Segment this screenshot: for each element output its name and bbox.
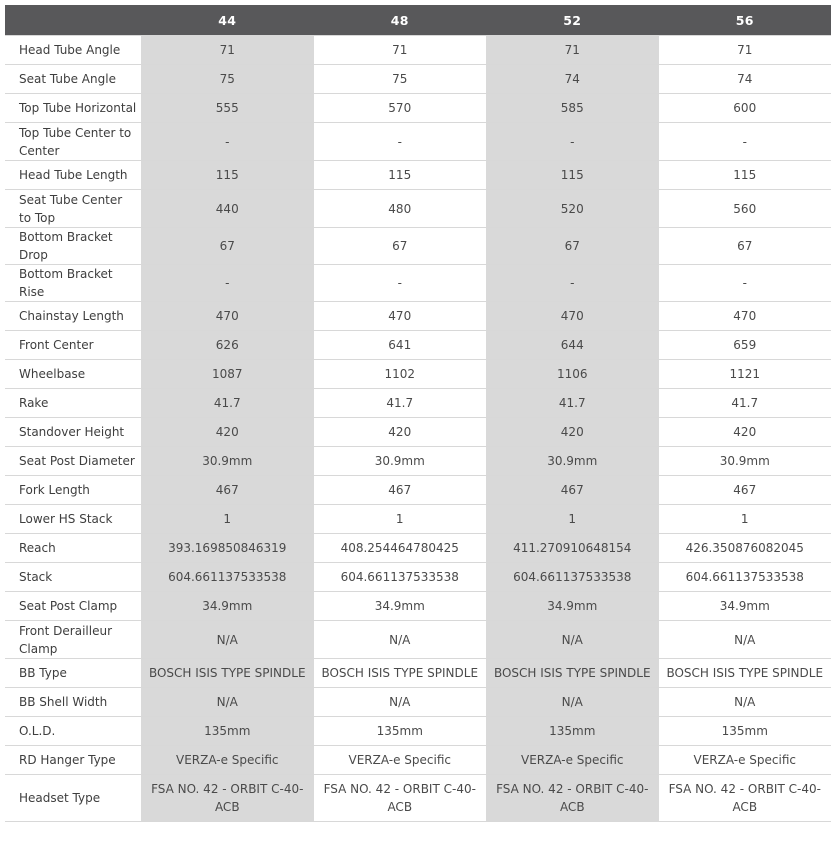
cell-size-56: - <box>659 123 832 161</box>
cell-size-52: N/A <box>486 688 659 717</box>
cell-size-48: 470 <box>314 302 487 331</box>
cell-size-52: BOSCH ISIS TYPE SPINDLE <box>486 659 659 688</box>
cell-size-48: 641 <box>314 331 487 360</box>
cell-size-56: 560 <box>659 190 832 228</box>
row-label: Chainstay Length <box>5 302 141 331</box>
table-row <box>5 476 831 505</box>
cell-size-56: 470 <box>659 302 832 331</box>
table-row <box>5 659 831 688</box>
table-row <box>5 65 831 94</box>
cell-size-56: 659 <box>659 331 832 360</box>
table-row <box>5 447 831 476</box>
table-row <box>5 746 831 775</box>
cell-size-52: 644 <box>486 331 659 360</box>
row-label: Front Center <box>5 331 141 360</box>
cell-size-52: 520 <box>486 190 659 228</box>
cell-size-48: 30.9mm <box>314 447 487 476</box>
cell-size-56: 1121 <box>659 360 832 389</box>
cell-size-44: N/A <box>141 621 314 659</box>
size-header-48: 48 <box>314 5 487 36</box>
cell-size-56: - <box>659 265 832 302</box>
cell-size-56: VERZA-e Specific <box>659 746 832 775</box>
table-row <box>5 563 831 592</box>
cell-size-52: - <box>486 123 659 161</box>
header-corner-cell <box>5 5 141 36</box>
table-row <box>5 688 831 717</box>
cell-size-56: 71 <box>659 36 832 65</box>
row-label: Wheelbase <box>5 360 141 389</box>
cell-size-48: 34.9mm <box>314 592 487 621</box>
table-row <box>5 389 831 418</box>
cell-size-44: 67 <box>141 228 314 265</box>
cell-size-44: 420 <box>141 418 314 447</box>
cell-size-48: - <box>314 123 487 161</box>
table-row <box>5 123 831 161</box>
table-row <box>5 228 831 265</box>
cell-size-48: 480 <box>314 190 487 228</box>
cell-size-52: 41.7 <box>486 389 659 418</box>
cell-size-52: 604.661137533538 <box>486 563 659 592</box>
row-label: Front Derailleur Clamp <box>5 621 141 659</box>
cell-size-52: 115 <box>486 161 659 190</box>
cell-size-44: 1087 <box>141 360 314 389</box>
cell-size-48: 135mm <box>314 717 487 746</box>
geometry-table-container <box>5 5 831 822</box>
table-row <box>5 775 831 822</box>
cell-size-48: 1102 <box>314 360 487 389</box>
cell-size-48: 75 <box>314 65 487 94</box>
row-label: Seat Tube Center to Top <box>5 190 141 228</box>
table-row <box>5 161 831 190</box>
cell-size-56: 604.661137533538 <box>659 563 832 592</box>
cell-size-44: 555 <box>141 94 314 123</box>
cell-size-44: 30.9mm <box>141 447 314 476</box>
cell-size-52: - <box>486 265 659 302</box>
table-row <box>5 418 831 447</box>
cell-size-44: - <box>141 265 314 302</box>
cell-size-44: BOSCH ISIS TYPE SPINDLE <box>141 659 314 688</box>
cell-size-56: 30.9mm <box>659 447 832 476</box>
table-row <box>5 534 831 563</box>
row-label: Head Tube Length <box>5 161 141 190</box>
cell-size-52: 30.9mm <box>486 447 659 476</box>
cell-size-52: 71 <box>486 36 659 65</box>
row-label: Standover Height <box>5 418 141 447</box>
cell-size-52: 585 <box>486 94 659 123</box>
cell-size-44: 75 <box>141 65 314 94</box>
cell-size-44: 467 <box>141 476 314 505</box>
table-row <box>5 360 831 389</box>
cell-size-44: 626 <box>141 331 314 360</box>
cell-size-48: 604.661137533538 <box>314 563 487 592</box>
row-label: Rake <box>5 389 141 418</box>
cell-size-48: FSA NO. 42 - ORBIT C-40-ACB <box>314 775 487 822</box>
table-row <box>5 265 831 302</box>
cell-size-48: 67 <box>314 228 487 265</box>
cell-size-56: 67 <box>659 228 832 265</box>
cell-size-52: N/A <box>486 621 659 659</box>
table-row <box>5 302 831 331</box>
cell-size-52: 34.9mm <box>486 592 659 621</box>
table-row <box>5 717 831 746</box>
cell-size-52: FSA NO. 42 - ORBIT C-40-ACB <box>486 775 659 822</box>
cell-size-56: 1 <box>659 505 832 534</box>
cell-size-56: 426.350876082045 <box>659 534 832 563</box>
cell-size-48: VERZA-e Specific <box>314 746 487 775</box>
row-label: Seat Post Clamp <box>5 592 141 621</box>
cell-size-56: 135mm <box>659 717 832 746</box>
table-row <box>5 505 831 534</box>
cell-size-56: 115 <box>659 161 832 190</box>
row-label: Lower HS Stack <box>5 505 141 534</box>
cell-size-48: BOSCH ISIS TYPE SPINDLE <box>314 659 487 688</box>
geometry-table-body <box>5 36 831 822</box>
cell-size-56: FSA NO. 42 - ORBIT C-40-ACB <box>659 775 832 822</box>
row-label: Top Tube Center to Center <box>5 123 141 161</box>
row-label: Top Tube Horizontal <box>5 94 141 123</box>
cell-size-48: 570 <box>314 94 487 123</box>
cell-size-44: 115 <box>141 161 314 190</box>
cell-size-56: BOSCH ISIS TYPE SPINDLE <box>659 659 832 688</box>
cell-size-48: N/A <box>314 621 487 659</box>
cell-size-52: 411.270910648154 <box>486 534 659 563</box>
cell-size-52: 470 <box>486 302 659 331</box>
cell-size-56: N/A <box>659 688 832 717</box>
cell-size-44: 41.7 <box>141 389 314 418</box>
cell-size-44: 71 <box>141 36 314 65</box>
table-row <box>5 592 831 621</box>
cell-size-48: 420 <box>314 418 487 447</box>
table-row <box>5 621 831 659</box>
row-label: BB Type <box>5 659 141 688</box>
table-row <box>5 94 831 123</box>
cell-size-48: 41.7 <box>314 389 487 418</box>
cell-size-44: 1 <box>141 505 314 534</box>
cell-size-48: 1 <box>314 505 487 534</box>
cell-size-56: 420 <box>659 418 832 447</box>
cell-size-48: N/A <box>314 688 487 717</box>
row-label: Head Tube Angle <box>5 36 141 65</box>
cell-size-52: 135mm <box>486 717 659 746</box>
table-row <box>5 331 831 360</box>
cell-size-52: 467 <box>486 476 659 505</box>
row-label: BB Shell Width <box>5 688 141 717</box>
size-header-56: 56 <box>659 5 832 36</box>
cell-size-44: 135mm <box>141 717 314 746</box>
row-label: Fork Length <box>5 476 141 505</box>
cell-size-52: 420 <box>486 418 659 447</box>
geometry-table <box>5 5 831 822</box>
cell-size-48: - <box>314 265 487 302</box>
cell-size-44: 604.661137533538 <box>141 563 314 592</box>
cell-size-48: 408.254464780425 <box>314 534 487 563</box>
cell-size-48: 467 <box>314 476 487 505</box>
cell-size-52: VERZA-e Specific <box>486 746 659 775</box>
size-header-52: 52 <box>486 5 659 36</box>
cell-size-44: - <box>141 123 314 161</box>
cell-size-56: 74 <box>659 65 832 94</box>
size-header-44: 44 <box>141 5 314 36</box>
row-label: Reach <box>5 534 141 563</box>
cell-size-44: FSA NO. 42 - ORBIT C-40-ACB <box>141 775 314 822</box>
row-label: Headset Type <box>5 775 141 822</box>
row-label: Seat Tube Angle <box>5 65 141 94</box>
cell-size-44: 393.169850846319 <box>141 534 314 563</box>
table-row <box>5 190 831 228</box>
cell-size-52: 1106 <box>486 360 659 389</box>
row-label: RD Hanger Type <box>5 746 141 775</box>
row-label: Bottom Bracket Drop <box>5 228 141 265</box>
cell-size-56: N/A <box>659 621 832 659</box>
cell-size-44: 34.9mm <box>141 592 314 621</box>
row-label: Bottom Bracket Rise <box>5 265 141 302</box>
cell-size-52: 74 <box>486 65 659 94</box>
cell-size-56: 34.9mm <box>659 592 832 621</box>
cell-size-44: 440 <box>141 190 314 228</box>
cell-size-48: 115 <box>314 161 487 190</box>
cell-size-56: 467 <box>659 476 832 505</box>
cell-size-48: 71 <box>314 36 487 65</box>
cell-size-52: 67 <box>486 228 659 265</box>
cell-size-44: N/A <box>141 688 314 717</box>
cell-size-44: 470 <box>141 302 314 331</box>
table-row <box>5 36 831 65</box>
row-label: Seat Post Diameter <box>5 447 141 476</box>
cell-size-56: 600 <box>659 94 832 123</box>
cell-size-52: 1 <box>486 505 659 534</box>
cell-size-44: VERZA-e Specific <box>141 746 314 775</box>
header-row <box>5 5 831 36</box>
row-label: Stack <box>5 563 141 592</box>
cell-size-56: 41.7 <box>659 389 832 418</box>
row-label: O.L.D. <box>5 717 141 746</box>
